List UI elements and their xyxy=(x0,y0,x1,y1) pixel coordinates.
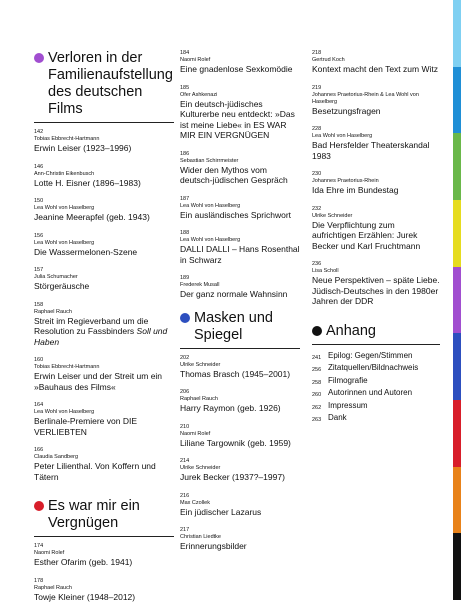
page-number: 210 xyxy=(180,423,190,430)
entry-author: Lea Wohl von Haselberg xyxy=(312,133,373,139)
toc-entry xyxy=(312,50,440,75)
entry-list xyxy=(180,355,300,552)
entry-author: Raphael Rauch xyxy=(34,308,72,315)
page-number: 184 xyxy=(180,50,190,56)
page-number: 164 xyxy=(34,402,44,408)
section-title: Masken und Spiegel xyxy=(194,309,273,343)
appendix-label: Impressum xyxy=(328,400,368,410)
entry-author: Raphael Rauch xyxy=(180,396,218,402)
section-title: Anhang xyxy=(326,322,376,339)
section-dot xyxy=(34,501,44,511)
toc-entry xyxy=(180,151,300,186)
entry-author: Christian Liedtke xyxy=(180,534,221,540)
entry-title: Jurek Becker (1937?–1997) xyxy=(180,472,285,482)
page-number: 158 xyxy=(34,301,44,308)
page-number: 185 xyxy=(180,84,190,91)
toc-entry xyxy=(34,302,174,348)
section-heading-anhang xyxy=(312,323,440,345)
page-number: 217 xyxy=(180,527,190,533)
toc-entry xyxy=(180,389,300,414)
toc-entry xyxy=(180,458,300,483)
page-number: 157 xyxy=(34,267,44,273)
edge-tab xyxy=(453,267,461,334)
entry-title: Eine gnadenlose Sexkomödie xyxy=(180,64,293,74)
section-heading-vergnuegen xyxy=(34,498,174,537)
entry-author: Raphael Rauch xyxy=(34,584,72,591)
appendix-item xyxy=(312,413,440,426)
entry-author: Naomi Rolef xyxy=(180,57,211,63)
entry-title: Streit im Regieverband um die Resolution zu Fassbinders Soll und Haben xyxy=(34,315,168,347)
page-number: 142 xyxy=(34,129,44,135)
edge-tab xyxy=(453,200,461,267)
page-number: 188 xyxy=(180,230,190,236)
toc-entry xyxy=(34,357,174,392)
entry-author: Ulrike Schneider xyxy=(180,465,221,471)
page-number: 230 xyxy=(312,171,322,177)
entry-title: Der ganz normale Wahnsinn xyxy=(180,289,288,299)
page-number: 150 xyxy=(34,198,44,204)
entry-author: Tobias Ebbrecht-Hartmann xyxy=(34,136,100,142)
entry-author: Lea Wohl von Haselberg xyxy=(180,237,241,243)
page-number: 214 xyxy=(180,458,190,464)
entry-title: Ein ausländisches Sprichwort xyxy=(180,209,292,220)
appendix-label: Epilog: Gegen/Stimmen xyxy=(328,350,413,360)
page-number: 262 xyxy=(312,404,322,411)
appendix-item xyxy=(312,376,440,389)
toc-entry xyxy=(180,196,300,221)
appendix-label: Dank xyxy=(328,413,347,422)
page-number: 186 xyxy=(180,150,190,157)
appendix-list xyxy=(312,351,440,426)
entry-list xyxy=(312,50,440,307)
toc-entry xyxy=(312,126,440,161)
toc-entry xyxy=(34,543,174,568)
appendix-item xyxy=(312,363,440,376)
section-title: Verloren in der Familienaufstellung des deutschen Films xyxy=(48,50,173,117)
toc-entry xyxy=(312,206,440,252)
entry-title: Erwin Leiser (1923–1996) xyxy=(34,143,132,153)
toc-entry xyxy=(180,527,300,552)
entry-title: Besetzungsfragen xyxy=(312,105,381,116)
entry-title: Die Verpflichtung zum aufrichtigen Erzählen: Jurek Becker und Karl Fruchtmann xyxy=(312,219,421,251)
toc-entry xyxy=(34,198,174,223)
entry-title: Towje Kleiner (1948–2012) xyxy=(34,591,136,602)
toc-entry xyxy=(180,275,300,300)
page-number: 218 xyxy=(312,50,322,56)
entry-title: Lotte H. Eisner (1896–1983) xyxy=(34,177,141,188)
page-number: 166 xyxy=(34,447,44,453)
entry-title: Störgeräusche xyxy=(34,281,90,291)
appendix-item xyxy=(312,351,440,364)
toc-entry xyxy=(34,129,174,154)
toc-entry xyxy=(180,424,300,449)
entry-list xyxy=(34,543,174,602)
entry-author: Ann-Christin Eikenbusch xyxy=(34,170,95,177)
entry-title: Erinnerungsbilder xyxy=(180,541,247,551)
page-number: 174 xyxy=(34,543,44,549)
entry-author: Johannes Praetorius-Rhein xyxy=(312,178,379,184)
toc-entry xyxy=(180,493,300,518)
entry-title: Bad Hersfelder Theaterskandal 1983 xyxy=(312,140,430,161)
toc-entry xyxy=(180,85,300,141)
toc-column-left xyxy=(34,50,174,612)
section-dot xyxy=(34,53,44,63)
entry-author: Naomi Rolef xyxy=(180,430,211,437)
page-number: 206 xyxy=(180,389,190,395)
section-title: Es war mir ein Vergnügen xyxy=(48,498,140,531)
entry-author: Ofer Ashkenazi xyxy=(180,91,218,98)
section-heading-verloren xyxy=(34,50,174,123)
entry-author: Claudia Sandberg xyxy=(34,454,79,460)
entry-title: Neue Perspektiven – späte Liebe. Jüdisch-Deutsches in den 1980er Jahren der DDR xyxy=(312,275,440,306)
appendix-label: Autorinnen und Autoren xyxy=(328,388,413,397)
entry-title: DALLI DALLI – Hans Rosenthal in Schwarz xyxy=(180,244,300,265)
page-number: 241 xyxy=(312,354,322,361)
entry-author: Tobias Ebbrecht-Hartmann xyxy=(34,364,100,370)
toc-column-right xyxy=(312,50,440,426)
appendix-item xyxy=(312,401,440,414)
entry-author: Frederek Musall xyxy=(180,282,220,288)
page-number: 156 xyxy=(34,232,44,239)
entry-title: Ein jüdischer Lazarus xyxy=(180,506,262,517)
toc-entry xyxy=(34,267,174,292)
entry-author: Sebastian Schirrmeister xyxy=(180,157,239,164)
edge-tab xyxy=(453,67,461,134)
appendix-item xyxy=(312,388,440,401)
entry-author: Lea Wohl von Haselberg xyxy=(34,205,95,211)
section-heading-masken xyxy=(180,310,300,349)
entry-author: Johannes Praetorius-Rhein & Lea Wohl von Haselberg xyxy=(312,91,419,105)
section-dot xyxy=(312,326,322,336)
toc-entry xyxy=(34,164,174,189)
toc-column-middle xyxy=(180,50,300,562)
page-number: 263 xyxy=(312,417,322,423)
edge-tab xyxy=(453,333,461,400)
entry-title: Thomas Brasch (1945–2001) xyxy=(180,368,291,379)
page-number: 160 xyxy=(34,357,44,363)
entry-title: Berlinale-Premiere von DIE VERLIEBTEN xyxy=(34,416,137,437)
entry-title: Kontext macht den Text zum Witz xyxy=(312,64,438,74)
toc-entry xyxy=(180,230,300,265)
page-number: 219 xyxy=(312,84,322,91)
toc-entry xyxy=(312,261,440,307)
entry-list xyxy=(34,129,174,482)
entry-title: Ein deutsch-jüdisches Kulturerbe neu entdeckt: »Das ist meine Liebe« in ES WAR MIR EIN VERGNÜGEN xyxy=(180,98,295,140)
entry-title: Jeanine Meerapfel (geb. 1943) xyxy=(34,212,150,222)
page-number: 187 xyxy=(180,195,190,202)
entry-author: Ulrike Schneider xyxy=(312,212,353,219)
entry-title: Erwin Leiser und der Streit um ein »Bauhaus des Films« xyxy=(34,371,163,392)
entry-title: Ida Ehre im Bundestag xyxy=(312,185,399,195)
entry-title: Peter Lilienthal. Von Koffern und Tätern xyxy=(34,461,156,482)
entry-author: Julia Schumacher xyxy=(34,274,78,280)
edge-tab xyxy=(453,533,461,600)
page-number: 260 xyxy=(312,392,322,398)
page-number: 256 xyxy=(312,367,322,373)
page-number: 178 xyxy=(34,577,44,584)
entry-title-italic: Soll und Haben xyxy=(34,326,168,347)
edge-tab xyxy=(453,400,461,467)
toc-entry xyxy=(312,171,440,196)
entry-title: Esther Ofarim (geb. 1941) xyxy=(34,557,133,567)
toc-entry xyxy=(34,233,174,258)
page-number: 258 xyxy=(312,379,322,386)
edge-tab xyxy=(453,133,461,200)
section-dot xyxy=(180,313,190,323)
entry-author: Lisa Scholl xyxy=(312,268,339,274)
entry-author: Lea Wohl von Haselberg xyxy=(180,202,241,209)
entry-author: Lea Wohl von Haselberg xyxy=(34,409,95,415)
toc-entry xyxy=(180,355,300,380)
entry-title: Harry Raymon (geb. 1926) xyxy=(180,403,281,413)
page-number: 146 xyxy=(34,163,44,170)
toc-entry xyxy=(34,402,174,437)
entry-author: Gertrud Koch xyxy=(312,57,345,63)
entry-list xyxy=(180,50,300,300)
entry-author: Ulrike Schneider xyxy=(180,361,221,368)
page-number: 189 xyxy=(180,275,190,281)
entry-author: Lea Wohl von Haselberg xyxy=(34,239,95,246)
toc-entry xyxy=(312,85,440,117)
page-number: 232 xyxy=(312,205,322,212)
appendix-label: Filmografie xyxy=(328,375,368,385)
edge-tab xyxy=(453,467,461,534)
entry-author: Naomi Rolef xyxy=(34,550,65,556)
page-number: 236 xyxy=(312,261,322,267)
entry-author: Max Czollek xyxy=(180,499,210,506)
toc-entry xyxy=(34,578,174,603)
page-number: 228 xyxy=(312,126,322,132)
entry-title: Wider den Mythos vom deutsch-jüdischen Gespräch xyxy=(180,164,288,185)
edge-tab xyxy=(453,0,461,67)
toc-entry xyxy=(34,447,174,482)
toc-entry xyxy=(180,50,300,75)
page-number: 216 xyxy=(180,492,190,499)
appendix-label: Zitatquellen/Bildnachweis xyxy=(328,363,419,372)
entry-title: Die Wassermelonen-Szene xyxy=(34,246,138,257)
entry-title: Liliane Targownik (geb. 1959) xyxy=(180,437,291,448)
page-number: 202 xyxy=(180,354,190,361)
